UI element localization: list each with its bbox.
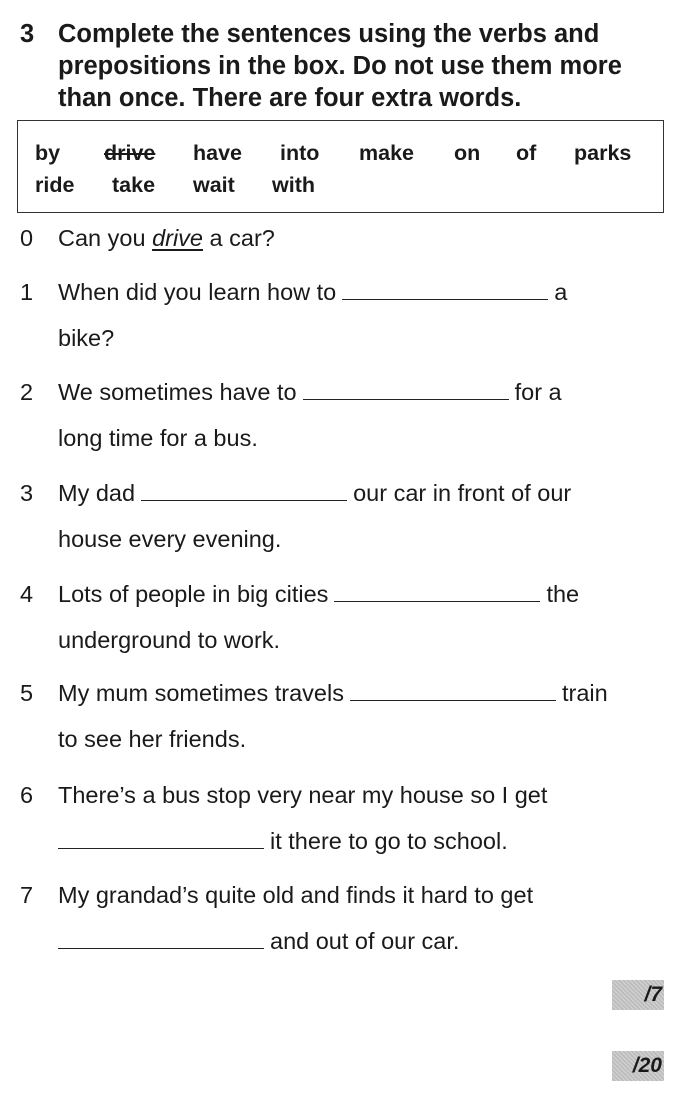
item-number: 6 <box>20 782 34 808</box>
text-before-blank: My mum sometimes travels <box>58 680 344 706</box>
example-after: a car? <box>209 225 275 251</box>
word-wait: wait <box>193 173 235 197</box>
question-line-1: My grandad’s quite old and finds it hard to get <box>58 882 534 908</box>
exercise-number: 3 <box>20 20 35 48</box>
word-by: by <box>35 141 61 165</box>
text-after-blank: our car in front of our <box>353 480 572 506</box>
text-before-blank: When did you learn how to <box>58 279 337 305</box>
item-number: 4 <box>20 581 34 607</box>
question-line-2: underground to work. <box>58 627 281 653</box>
answer-blank-3[interactable] <box>141 480 347 501</box>
word-on: on <box>454 141 481 165</box>
word-ride: ride <box>35 173 75 197</box>
item-number: 7 <box>20 882 34 908</box>
question-line-1 <box>58 369 562 415</box>
text-before-blank: Lots of people in big cities <box>58 581 329 607</box>
text-before-blank: We sometimes have to <box>58 379 297 405</box>
answer-blank-4[interactable] <box>334 581 540 602</box>
question-line-1 <box>58 571 579 617</box>
text-after-blank: it there to go to school. <box>270 828 508 854</box>
exercise-heading <box>20 18 670 114</box>
text-after-blank: and out of our car. <box>270 928 460 954</box>
answer-blank-6[interactable] <box>58 828 264 849</box>
text-after-blank: train <box>561 680 608 706</box>
example-answer: drive <box>152 225 203 251</box>
word-make: make <box>359 141 414 165</box>
question-line-2: long time for a bus. <box>58 425 258 451</box>
item-number: 2 <box>20 379 34 405</box>
item-number: 3 <box>20 480 34 506</box>
question-line-2 <box>58 918 459 964</box>
question-line-1 <box>58 269 567 315</box>
text-before-blank: My dad <box>58 480 136 506</box>
question-line-1: There’s a bus stop very near my house so I get <box>58 782 548 808</box>
section-score-box: /7 <box>612 980 664 1010</box>
word-of: of <box>516 141 537 165</box>
question-line-2: to see her friends. <box>58 726 247 752</box>
word-box <box>17 120 664 213</box>
word-into: into <box>280 141 320 165</box>
item-number: 5 <box>20 680 34 706</box>
word-parks: parks <box>574 141 632 165</box>
answer-blank-7[interactable] <box>58 928 264 949</box>
item-number: 0 <box>20 225 34 251</box>
total-score-box: /20 <box>612 1051 664 1081</box>
question-line-2: house every evening. <box>58 526 282 552</box>
text-after-blank: a <box>554 279 568 305</box>
word-take: take <box>112 173 156 197</box>
text-after-blank: for a <box>514 379 562 405</box>
question-line-2 <box>58 818 508 864</box>
instruction-line-1: Complete the sentences using the verbs and <box>58 20 600 48</box>
word-with: with <box>272 173 315 197</box>
item-number: 1 <box>20 279 34 305</box>
answer-blank-2[interactable] <box>303 379 509 400</box>
example-line <box>58 215 275 261</box>
text-after-blank: the <box>546 581 580 607</box>
instruction-line-3: than once. There are four extra words. <box>58 84 522 112</box>
example-before: Can you <box>58 225 146 251</box>
word-drive-struck: drive <box>104 141 156 165</box>
question-line-1 <box>58 670 608 716</box>
answer-blank-1[interactable] <box>342 279 548 300</box>
answer-blank-5[interactable] <box>350 680 556 701</box>
question-line-2: bike? <box>58 325 115 351</box>
instruction-line-2: prepositions in the box. Do not use them more <box>58 52 622 80</box>
question-line-1 <box>58 470 571 516</box>
word-have: have <box>193 141 243 165</box>
